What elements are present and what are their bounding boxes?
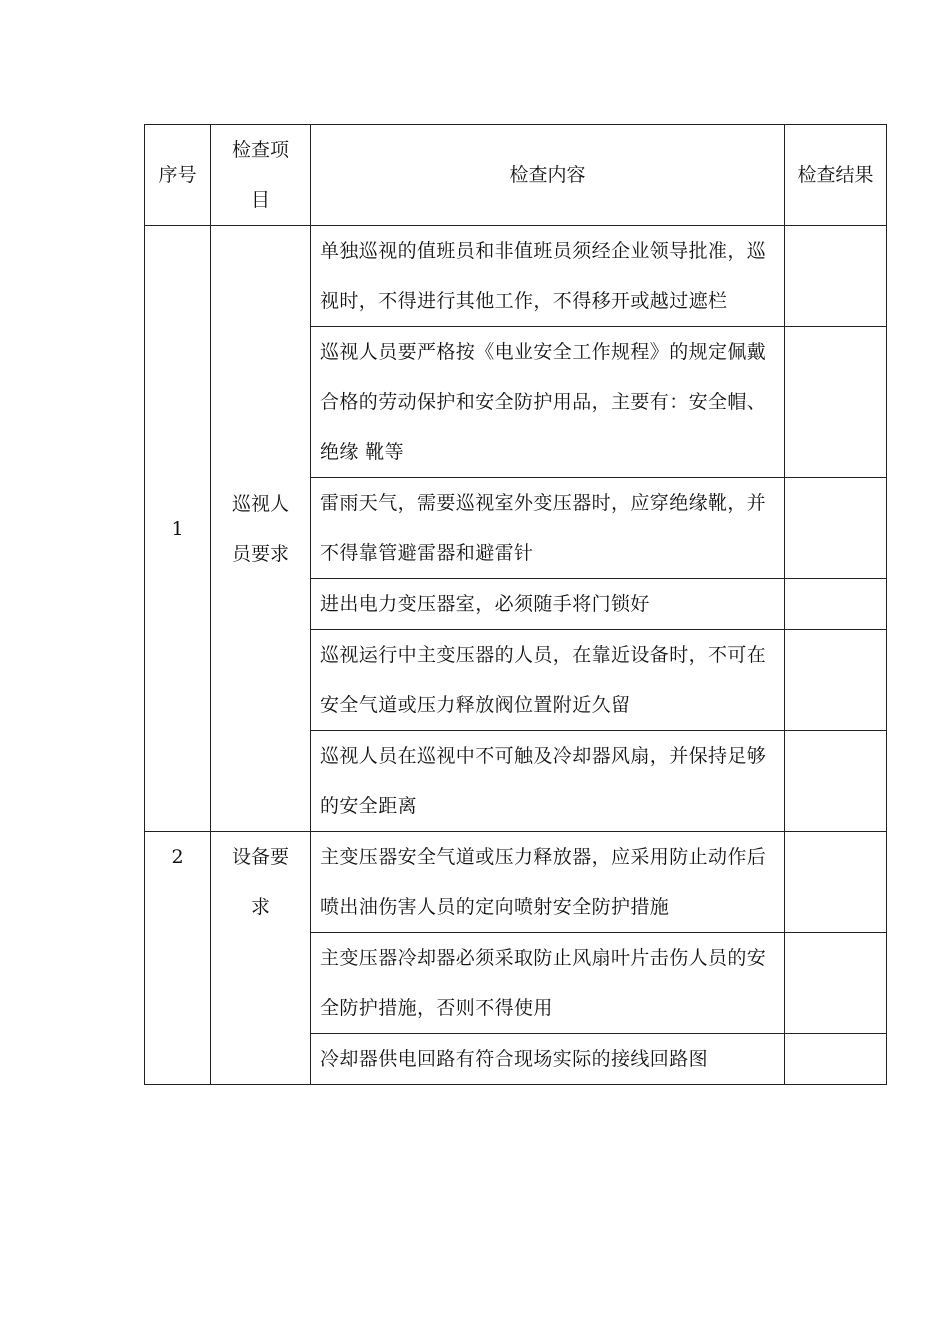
check-content: 主变压器安全气道或压力释放器，应采用防止动作后喷出油伤害人员的定向喷射安全防护措施 xyxy=(311,832,785,933)
checklist-table xyxy=(144,124,887,1085)
section-1-no: 1 xyxy=(145,226,211,832)
check-result-cell[interactable] xyxy=(785,226,887,327)
check-result-cell[interactable] xyxy=(785,478,887,579)
header-no: 序号 xyxy=(145,125,211,226)
header-row xyxy=(145,125,887,226)
header-item: 检查项目 xyxy=(211,125,311,226)
check-result-cell[interactable] xyxy=(785,832,887,933)
table-row xyxy=(145,832,887,933)
check-content: 巡视运行中主变压器的人员，在靠近设备时，不可在安全气道或压力释放阀位置附近久留 xyxy=(311,630,785,731)
check-result-cell[interactable] xyxy=(785,327,887,478)
check-result-cell[interactable] xyxy=(785,731,887,832)
check-content: 巡视人员要严格按《电业安全工作规程》的规定佩戴合格的劳动保护和安全防护用品，主要有：安全帽、绝缘 靴等 xyxy=(311,327,785,478)
check-content: 冷却器供电回路有符合现场实际的接线回路图 xyxy=(311,1034,785,1085)
check-result-cell[interactable] xyxy=(785,1034,887,1085)
section-2-item: 设备要求 xyxy=(211,832,311,1085)
check-content: 雷雨天气，需要巡视室外变压器时，应穿绝缘靴，并不得靠管避雷器和避雷针 xyxy=(311,478,785,579)
check-content: 主变压器冷却器必须采取防止风扇叶片击伤人员的安全防护措施，否则不得使用 xyxy=(311,933,785,1034)
inspection-checklist xyxy=(144,124,887,1085)
check-content: 巡视人员在巡视中不可触及冷却器风扇，并保持足够的安全距离 xyxy=(311,731,785,832)
check-result-cell[interactable] xyxy=(785,579,887,630)
header-result: 检查结果 xyxy=(785,125,887,226)
check-result-cell[interactable] xyxy=(785,630,887,731)
check-result-cell[interactable] xyxy=(785,933,887,1034)
check-content: 单独巡视的值班员和非值班员须经企业领导批准，巡视时，不得进行其他工作，不得移开或越过遮栏 xyxy=(311,226,785,327)
section-2-no: 2 xyxy=(145,832,211,1085)
header-content: 检查内容 xyxy=(311,125,785,226)
table-row xyxy=(145,226,887,327)
check-content: 进出电力变压器室，必须随手将门锁好 xyxy=(311,579,785,630)
section-1-item: 巡视人员要求 xyxy=(211,226,311,832)
